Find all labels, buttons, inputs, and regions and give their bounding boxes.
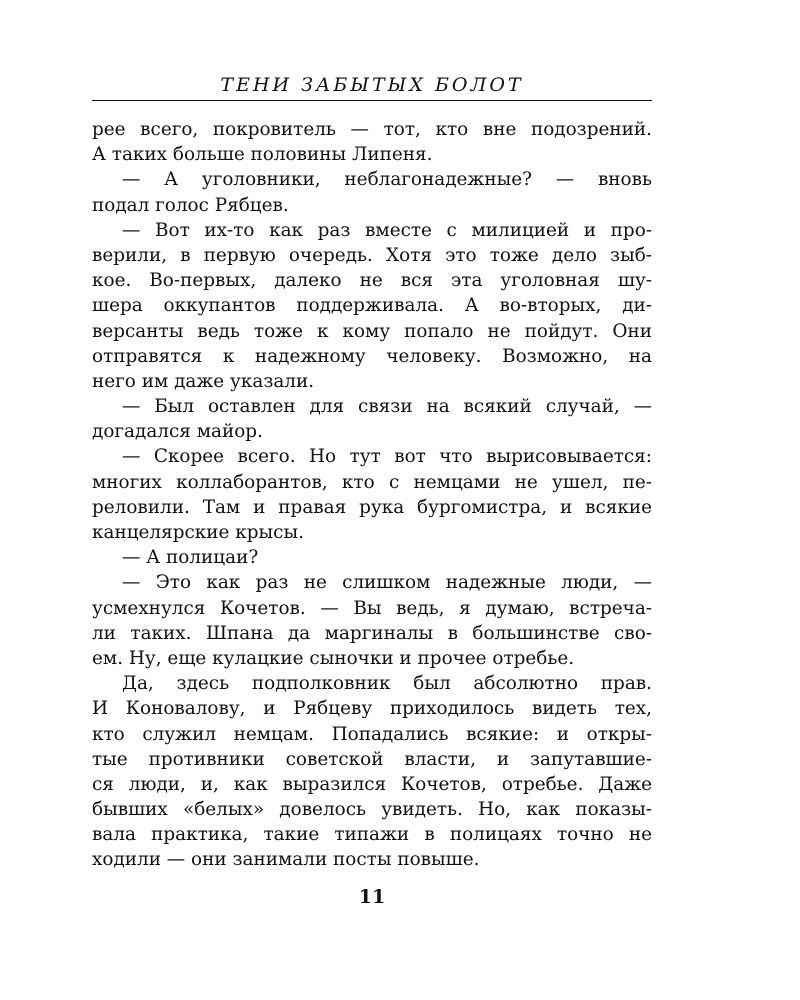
running-head: ТЕНИ ЗАБЫТЫХ БОЛОТ: [220, 74, 524, 96]
text-line: Да, здесь подполковник был абсолютно прав.: [122, 673, 652, 695]
text-line: отправятся к надежному человеку. Возможно, на: [92, 345, 652, 367]
text-line: — Вот их-то как раз вместе с милицией и про-: [122, 219, 652, 241]
text-line: И Коновалову, и Рябцеву приходилось видеть тех,: [92, 698, 652, 720]
text-line: рее всего, покровитель — тот, кто вне подозрений.: [92, 119, 652, 140]
text-line: — Это как раз не слишком надежные люди, —: [122, 572, 652, 594]
text-line: ли таких. Шпана да маргиналы в большинстве сво-: [92, 622, 652, 644]
text-line: усмехнулся Кочетов. — Вы ведь, я думаю, встреча-: [92, 597, 652, 619]
text-line: ем. Ну, еще кулацкие сыночки и прочее отребье.: [92, 647, 575, 669]
text-line: версанты ведь тоже к кому попало не пойдут. Они: [92, 320, 652, 342]
body-text: [92, 117, 652, 873]
header-rule: [92, 100, 652, 101]
text-line: него им даже указали.: [92, 370, 315, 392]
text-line: — А уголовники, неблагонадежные? — вновь: [122, 169, 652, 191]
text-line: кое. Во-первых, далеко не вся эта уголовная шу-: [92, 270, 652, 292]
text-line: ся люди, и, как выразился Кочетов, отребье. Даже: [92, 773, 652, 795]
text-line: шера оккупантов поддерживала. А во-вторых, ди-: [92, 295, 652, 317]
text-line: догадался майор.: [92, 421, 263, 443]
text-line: подал голос Рябцев.: [92, 194, 289, 216]
text-line: — Был оставлен для связи на всякий случай, —: [122, 396, 652, 418]
text-line: многих коллаборантов, кто с немцами не ушел, пе-: [92, 471, 652, 493]
text-line: ходили — они занимали посты повыше.: [92, 849, 480, 871]
text-line: тые противники советской власти, и запутавшие-: [92, 748, 652, 770]
text-line: реловили. Там и правая рука бургомистра, и всякие: [92, 496, 652, 518]
text-line: бывших «белых» довелось увидеть. Но, как показы-: [92, 799, 652, 821]
text-line: А таких больше половины Липеня.: [92, 144, 433, 166]
text-line: — А полицаи?: [122, 547, 259, 569]
text-line: вала практика, такие типажи в полицаях точно не: [92, 824, 652, 846]
text-line: — Скорее всего. Но тут вот что вырисовывается:: [122, 446, 652, 468]
page-number: 11: [358, 886, 386, 908]
text-line: кто служил немцам. Попадались всякие: и откры-: [92, 723, 652, 745]
text-line: канцелярские крысы.: [92, 522, 304, 543]
text-line: верили, в первую очередь. Хотя это тоже дело зыб-: [92, 244, 652, 266]
